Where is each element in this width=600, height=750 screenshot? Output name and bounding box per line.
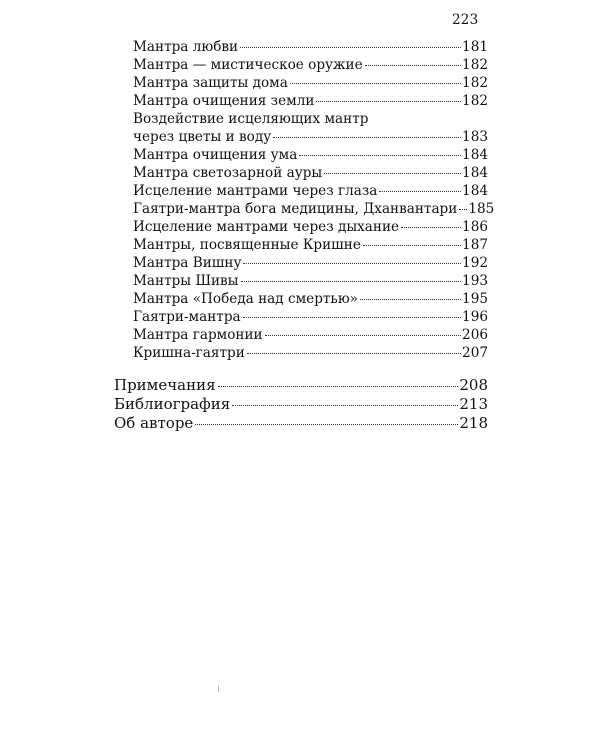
toc-entry-title: через цветы и воду xyxy=(133,129,272,145)
toc-entry-title: Библиография xyxy=(114,395,231,413)
toc-entry-page: 218 xyxy=(459,414,488,432)
toc-entry-page: 184 xyxy=(462,147,488,163)
toc-entry-title: Мантра светозарной ауры xyxy=(133,165,323,181)
dot-leader xyxy=(241,281,462,282)
toc-entry-title: Мантра Вишну xyxy=(133,255,242,271)
dot-leader xyxy=(324,173,461,174)
toc-entry-page: 196 xyxy=(462,309,488,325)
dot-leader xyxy=(363,245,461,246)
dot-leader xyxy=(265,335,461,336)
toc-entry-title: Гаятри-мантра xyxy=(133,309,241,325)
dot-leader xyxy=(299,155,461,156)
dot-leader xyxy=(243,263,461,264)
paper-speck xyxy=(218,685,219,692)
dot-leader xyxy=(459,209,467,210)
toc-entry-title: Мантры, посвященные Кришне xyxy=(133,237,361,253)
toc-entry-page: 183 xyxy=(462,129,488,145)
toc-entry xyxy=(133,342,488,364)
toc-entry-title: Мантра «Победа над смертью» xyxy=(133,291,358,307)
toc-entry-page: 182 xyxy=(462,57,488,73)
dot-leader xyxy=(195,424,458,425)
toc-entry-title: Мантра гармонии xyxy=(133,327,263,343)
dot-leader xyxy=(232,405,458,406)
toc-entry-page: 181 xyxy=(462,39,488,55)
toc-entry-title: Мантра защиты дома xyxy=(133,75,288,91)
toc-entry-page: 184 xyxy=(462,183,488,199)
toc-entry-title: Исцеление мантрами через дыхание xyxy=(133,219,400,235)
toc-entry-page: 182 xyxy=(462,93,488,109)
toc-main-entry xyxy=(114,412,488,434)
dot-leader xyxy=(401,227,461,228)
toc-entry-page: 207 xyxy=(462,345,488,361)
dot-leader xyxy=(218,386,459,387)
toc-entry-page: 187 xyxy=(462,237,488,253)
toc-entry-title: Примечания xyxy=(114,376,216,394)
dot-leader xyxy=(247,353,461,354)
dot-leader xyxy=(316,101,461,102)
toc-entry-page: 208 xyxy=(459,376,488,394)
toc-entry-title: Мантра любви xyxy=(133,39,239,55)
toc-entry-title: Кришна-гаятри xyxy=(133,345,245,361)
dot-leader xyxy=(360,299,461,300)
toc-entry-page: 186 xyxy=(462,219,488,235)
toc-entry-page: 185 xyxy=(468,201,495,217)
toc-entry-page: 182 xyxy=(462,75,488,91)
dot-leader xyxy=(379,191,461,192)
page-number: 223 xyxy=(452,12,479,28)
toc-entry-title: Исцеление мантрами через глаза xyxy=(133,183,378,199)
dot-leader xyxy=(290,83,461,84)
dot-leader xyxy=(365,65,461,66)
dot-leader xyxy=(240,47,461,48)
dot-leader xyxy=(273,137,461,138)
toc-entry-page: 206 xyxy=(462,327,488,343)
toc-entry-page: 192 xyxy=(462,255,488,271)
toc-entry-title: Мантра очищения земли xyxy=(133,93,315,109)
toc-entry-title: Мантра — мистическое оружие xyxy=(133,57,363,73)
toc-entry-page: 184 xyxy=(462,165,488,181)
toc-entry-page: 195 xyxy=(462,291,488,307)
toc-entry-page: 213 xyxy=(459,395,488,413)
toc-entry-title: Об авторе xyxy=(114,414,194,432)
toc-entry-page: 193 xyxy=(462,273,488,289)
dot-leader xyxy=(243,317,461,318)
toc-entry-title: Мантра очищения ума xyxy=(133,147,298,163)
toc-entry-title: Гаятри-мантра бога медицины, Дханвантари xyxy=(133,201,458,217)
toc-entry-title-line: Воздействие исцеляющих мантр xyxy=(133,111,369,127)
toc-entry-title: Мантры Шивы xyxy=(133,273,239,289)
